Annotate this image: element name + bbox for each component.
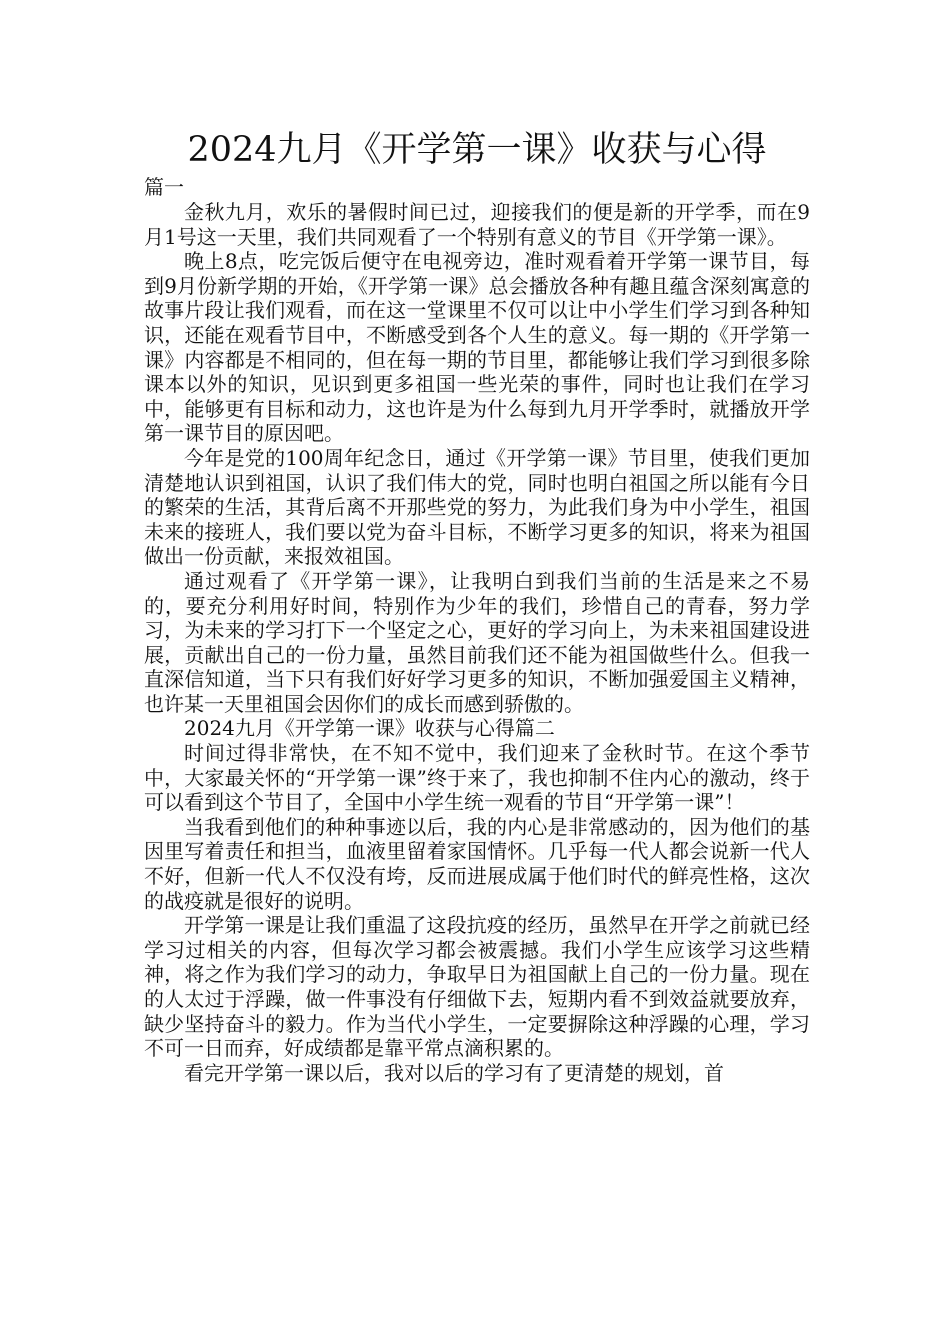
paragraph: 看完开学第一课以后，我对以后的学习有了更清楚的规划，首	[184, 1060, 724, 1085]
document-title: 2024九月《开学第一课》收获与心得	[187, 130, 767, 170]
section-label: 篇一	[144, 175, 184, 199]
paragraph: 当我看到他们的种种事迹以后，我的内心是非常感动的，因为他们的基因里写着责任和担当，血液里留着家国情怀。几乎每一代人都会说新一代人不好，但新一代人不仅没有垮，反而进展成属于他们时代的鲜亮性格，这次的战疫就是很好的说明。	[144, 814, 810, 913]
paragraph: 通过观看了《开学第一课》，让我明白到我们当前的生活是来之不易的，要充分利用好时间，特别作为少年的我们，珍惜自己的青春，努力学习，为未来的学习打下一个坚定之心，更好的学习向上，为未来祖国建设进展，贡献出自己的一份力量，虽然目前我们还不能为祖国做些什么。但我一直深信知道，当下只有我们好好学习更多的知识，不断加强爱国主义精神，也许某一天里祖国会因你们的成长而感到骄傲的。	[144, 568, 810, 716]
paragraph: 时间过得非常快，在不知不觉中，我们迎来了金秋时节。在这个季节中，大家最关怀的“开学第一课”终于来了，我也抑制不住内心的激动，终于可以看到这个节目了，全国中小学生统一观看的节目“开学第一课”！	[144, 741, 810, 815]
paragraph: 金秋九月，欢乐的暑假时间已过，迎接我们的便是新的开学季，而在9月1号这一天里，我们共同观看了一个特别有意义的节目《开学第一课》。	[144, 200, 810, 249]
paragraph: 开学第一课是让我们重温了这段抗疫的经历，虽然早在开学之前就已经学习过相关的内容，但每次学习都会被震撼。我们小学生应该学习这些精神，将之作为我们学习的动力，争取早日为祖国献上自己的一份力量。现在的人太过于浮躁，做一件事没有仔细做下去，短期内看不到效益就要放弃，缺少坚持奋斗的毅力。作为当代小学生，一定要摒除这种浮躁的心理，学习不可一日而弃，好成绩都是靠平常点滴积累的。	[144, 913, 810, 1061]
paragraph: 今年是党的100周年纪念日，通过《开学第一课》节目里，使我们更加清楚地认识到祖国，认识了我们伟大的党，同时也明白祖国之所以能有今日的繁荣的生活，其背后离不开那些党的努力，为此我们身为中小学生，祖国未来的接班人，我们要以党为奋斗目标，不断学习更多的知识，将来为祖国做出一份贡献，来报效祖国。	[144, 445, 810, 569]
document-page	[144, 126, 810, 1085]
paragraph: 晚上8点，吃完饭后便守在电视旁边，准时观看着开学第一课节目，每到9月份新学期的开始，《开学第一课》总会播放各种有趣且蕴含深刻寓意的故事片段让我们观看，而在这一堂课里不仅可以让中小学生们学习到各种知识，还能在观看节目中，不断感受到各个人生的意义。每一期的《开学第一课》内容都是不相同的，但在每一期的节目里，都能够让我们学习到很多除课本以外的知识，见识到更多祖国一些光荣的事件，同时也让我们在学习中，能够更有目标和动力，这也许是为什么每到九月开学季时，就播放开学第一课节目的原因吧。	[144, 249, 810, 446]
section-heading: 2024九月《开学第一课》收获与心得篇二	[184, 716, 555, 741]
